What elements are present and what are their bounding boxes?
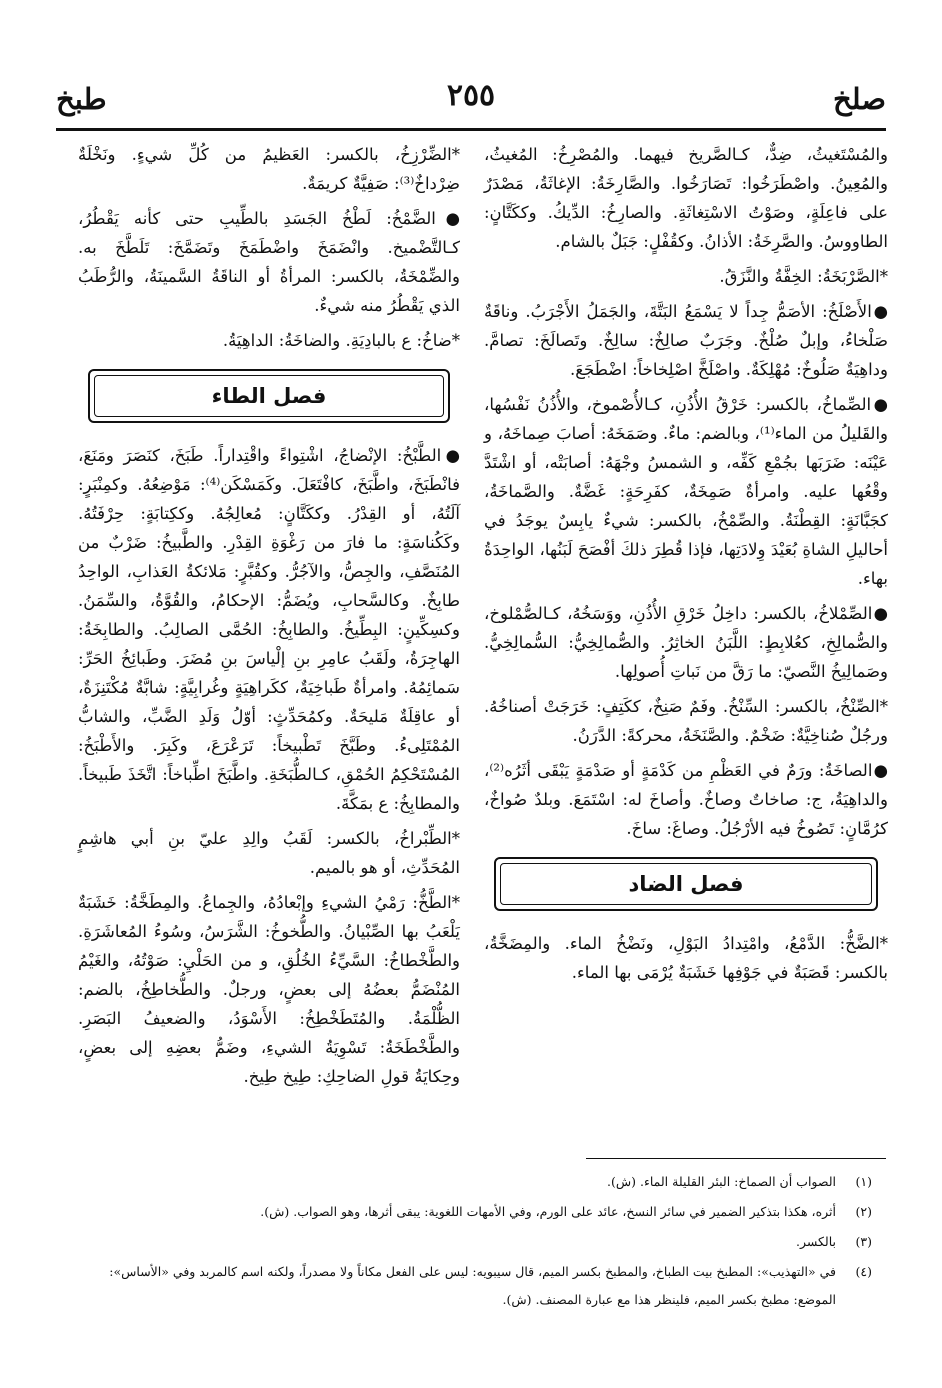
entry-paragraph: ●الضَّمْخُ: لَطْخُ الجَسَدِ بالطِّيبِ حتى كأنه يَقْطُرُ، كـالتَّضْميخ. وانْضَمَخَ واضْطَمَخَ وتَضَمَّخَ: تَلَطَّخَ به. والضِّمْخَةُ، بالكسر: المرأةُ أو الناقَةُ السَّمينَةُ، والرُّطَبُ الذي يَقْطُرُ منه شيءٌ. bbox=[78, 209, 460, 315]
entry-paragraph: *الضِّرْزِخُ، بالكسر: العَظيمُ من كُلِّ شيءٍ. ونَخْلَةٌ ضِرْداخٌ⁽³⁾: صَفِيَّةٌ كريمَةٌ. bbox=[78, 145, 460, 193]
footnote-text: بالكسر. bbox=[795, 1234, 836, 1249]
entry-paragraph: ●الصاخَةُ: ورَمٌ في العَظْمِ من كَدْمَةٍ أو صَدْمَةٍ يَبْقَى أثَرُه⁽²⁾، والداهِيَةُ، ج: صاخاتٌ وصاخٌ. وأصاخَ له: اسْتَمَعَ. وبلدٌ صُواخٌ، كرُمَّانٍ: تَصُوخُ فيه الأرْجُلُ. وصاغَ: ساخَ. bbox=[484, 761, 888, 838]
footnote-text: أثره، هكذا بتذكير الضمير في سائر النسخ، عائد على الورم، وفي الأمهات اللغوية: يبقى أثرها، وهو الصواب. (ش). bbox=[260, 1204, 836, 1219]
footnote-number: (٤) bbox=[855, 1264, 872, 1279]
footnotes bbox=[70, 1168, 872, 1316]
section-heading-taa bbox=[88, 369, 450, 423]
section-title: فصل الطاء bbox=[211, 383, 327, 408]
page-header bbox=[56, 80, 886, 132]
entry-paragraph: *الطَّخُّ: رَمْيُ الشيءِ وإبْعادُهُ، والجِماعُ. والمِطَخَّةُ: خَشَبَةٌ يَلْعَبُ بها الصِّبْيانُ. والطُّخوخُ: الشَّرَسُ، وسُوءُ المُعاشَرَةِ. والطَّخْطاخُ: السَّيِّءُ الخُلُقِ، و من الحَلْيِ: صَوْتُهُ، والغَيْمُ المُنْضَمُّ بعضُهُ إلى بعضٍ، ورجلٌ. والطُّخاطِخُ، بالضم: الظُّلْمَةُ. والمُتَطَخْطِخُ: الأَسْوَدُ، والضعيفُ البَصَرِ. والطَّخْطَخَةُ: تَسْوِيَةُ الشيءِ، وضَمُّ بعضِهِ إلى بعضٍ، وحِكايَةُ قولِ الضاحِكِ: طِيخ طِيخ. bbox=[78, 893, 460, 1086]
footnote-rule bbox=[586, 1158, 886, 1159]
footnote bbox=[70, 1258, 872, 1314]
entry-paragraph: والمُسْتَغيثُ، ضِدٌّ، كـالصَّريخ فيهما. والمُصْرِخُ: المُغيثُ، والمُعِينُ. واصْطَرَخُوا: تَصَارَخُوا. والصَّارِخَةُ: الإغاثَةُ، مَصْدَرٌ على فاعِلَةٍ، وصَوْتُ الاسْتِغاثَةِ. والصارِخُ: الدِّيكُ. وككَتَّانٍ: الطاووسُ. والصَّرِخَةُ: الأذانُ. وكقُفْلٍ: جَبَلٌ بالشام. bbox=[484, 145, 888, 251]
footnote-number: (٣) bbox=[855, 1234, 872, 1249]
entry-paragraph: *الصِّنْخُ، بالكسر: السِّنْخُ. وفَمٌ صَنِخٌ، ككَتِفٍ: خَرَجَتْ أصناخُهُ. ورجُلٌ صُناخِيَّةٌ: ضَخْمٌ. والصَّنَخَةُ، محركةً: الدَّرَنُ. bbox=[484, 697, 888, 745]
entry-paragraph: *الضَّخُّ: الدَّمْعُ، وامْتِدادُ البَوْلِ، ونَضْخُ الماء. والمِضَخَّةُ، بالكسر: قَصَبَةٌ في جَوْفِها خَشَبَةٌ يُرْمَى بها الماء. bbox=[484, 934, 888, 982]
footnote bbox=[70, 1168, 872, 1196]
section-heading-dad bbox=[494, 857, 878, 911]
running-head-left: طبخ bbox=[56, 82, 107, 116]
right-column bbox=[484, 140, 888, 993]
entry-paragraph: *الصَّرْبَخَةُ: الخِفَّةُ والنَّزَقُ. bbox=[719, 267, 888, 286]
footnote-number: (٢) bbox=[855, 1204, 872, 1219]
footnote bbox=[70, 1198, 872, 1226]
footnote-text: الصواب أن الصماخ: البئر القليلة الماء. (ش). bbox=[607, 1174, 836, 1189]
entry-paragraph: ●الصِّماخُ، بالكسر: خَرْقُ الأُذُنِ، كـالأُصْموخ، والأُذُنُ نَفْسُها، والقَليلُ من الماء⁽¹⁾، وبالضم: ماءٌ. وصَمَخَهُ: أصابَ صِماخَهُ، و عَيْنَه: ضَرَبَها بجُمْعِ كَفِّه، و الشمسُ وجْهَهُ: أصابَتْه، أو اشْتَدَّ وقْعُها عليه. وامرأةٌ صَمِخَةٌ، كفَرِحَةٍ: غَضَّةٌ. والصَّماخَةُ، كجَبَّانَةٍ: القِطْنَةُ. والصِّمْخُ، بالكسر: شيءٌ يابِسٌ يوجَدُ في أحاليلِ الشاةِ بُعَيْدَ وِلادَتِها، فإذا قُطِرَ ذلكَ أفْصَحَ لَبَنُها، الواحِدَةُ بهاء. bbox=[484, 395, 889, 588]
footnote-number: (١) bbox=[855, 1174, 872, 1189]
running-head-right: صلخ bbox=[833, 82, 886, 116]
footnote bbox=[70, 1228, 872, 1256]
entry-paragraph: ●الأَصْلَخُ: الأصَمُّ جِداً لا يَسْمَعُ البَتَّةَ، والجَمَلُ الأَجْرَبُ. وناقَةٌ صَلْخاءُ، وإبلٌ صُلْخٌ. وجَرَبٌ صالِخٌ: سالِخٌ. وتَصالَخَ: تصامَّ. وداهِيَةٌ صَلُوخٌ: مُهْلِكَةٌ. واصْلَخَّ اصْلِخاخاً: اضْطَجَعَ. bbox=[484, 302, 888, 379]
left-column bbox=[78, 140, 460, 1097]
page-number: ٢٥٥ bbox=[446, 78, 496, 113]
entry-paragraph: ●الصِّمْلاخُ، بالكسر: داخِلُ خَرْقِ الأُذُنِ، ووَسَخُهُ، كـالصُّمْلوخ، والصُّمالِخِ، كعُلابِطٍ: اللَّبَنُ الخاثِرُ. والصُّمالِخِيُّ: السُّمالِخِيُّ. وصَمالِيخُ النَّصيّ: ما رَقَّ من نَباتِ أُصولِها. bbox=[484, 604, 888, 681]
section-title: فصل الضاد bbox=[628, 871, 744, 896]
entry-paragraph: ●الطَّبْخُ: الإنْضاجُ، اشْتِواءً واقْتِداراً. طَبَخَ، كنَصَرَ ومَنَعَ، فانْطَبَخَ، واطَّبَخَ، كافْتَعَلَ. وكَمَسْكَن⁽⁴⁾: مَوْضِعُهُ. وكمِنْبَرٍ: آلَتُهُ، أو القِدْرُ. وككَتَّانٍ: مُعالِجُهُ. وككِتابَةٍ: حِرْفَتُهُ. وكَكُناسَةٍ: ما فارَ من رَغْوَةِ القِدْرِ. والطَّبيخُ: ضَرْبٌ من المُنَصَّفِ، والجِصُّ، والآجُرُّ. وكقُبَّرٍ: مَلائكةُ العَذابِ، الواحِدُ طابِخٌ. وكالسَّحابِ، ويُضَمُّ: الإحكامُ، والقُوَّةُ، والسِّمَنُ. وكسِكِّينٍ: البِطِّيخُ. والطابِخُ: الحُمَّى الصالِبُ. والطابِخَةُ: الهاجِرَةُ، ولَقَبُ عامِرِ بنِ إلْياسَ بنِ مُضَرَ. وطَبائِخُ الحَرِّ: سَمائِمُهُ. وامرأةٌ طَباخِيَةٌ، ككَراهِيَةٍ وغُرابِيَّةٍ: شابَّةٌ مُكْتَنِزَةٌ، أو عاقِلَةٌ مَليحَةٌ. وكمُحَدِّثٍ: أوّلُ وَلَدِ الضَّبِّ، والشابُّ المُمْتَلِىءُ. وطَبَّخَ تَطْبيخاً: تَرَعْرَعَ، وكَبِرَ. والأَطْبَخُ: المُسْتَحْكِمُ الحُمْقِ، كـالطُّبَخَةِ. واطَّبَخَ اطِّباخاً: اتَّخَذَ طَبيخاً. والمطابِخُ: ع بمَكَّةَ. bbox=[78, 446, 460, 813]
entry-paragraph: *ضاخُ: ع بالبادِيَةِ. والضاخَةُ: الداهِيَةُ. bbox=[222, 331, 460, 350]
entry-paragraph: *الطِّبْراخُ، بالكسر: لَقَبُ والِدِ عليّ بنِ أبي هاشِمٍ المُحَدِّثِ، أو هو بالميم. bbox=[78, 829, 460, 877]
header-rule bbox=[56, 128, 886, 131]
footnote-text: في «التهذيب»: المطبخ بيت الطباخ، والمطبخ بكسر الميم، قال سيبويه: ليس على الفعل مكاناً ولا مصدراً، ولكنه اسم كالمربد وفي «الأساس»: الموضع: مطبخ بكسر الميم، فلينظر هذا مع عبارة المصنف. (ش). bbox=[109, 1264, 836, 1307]
